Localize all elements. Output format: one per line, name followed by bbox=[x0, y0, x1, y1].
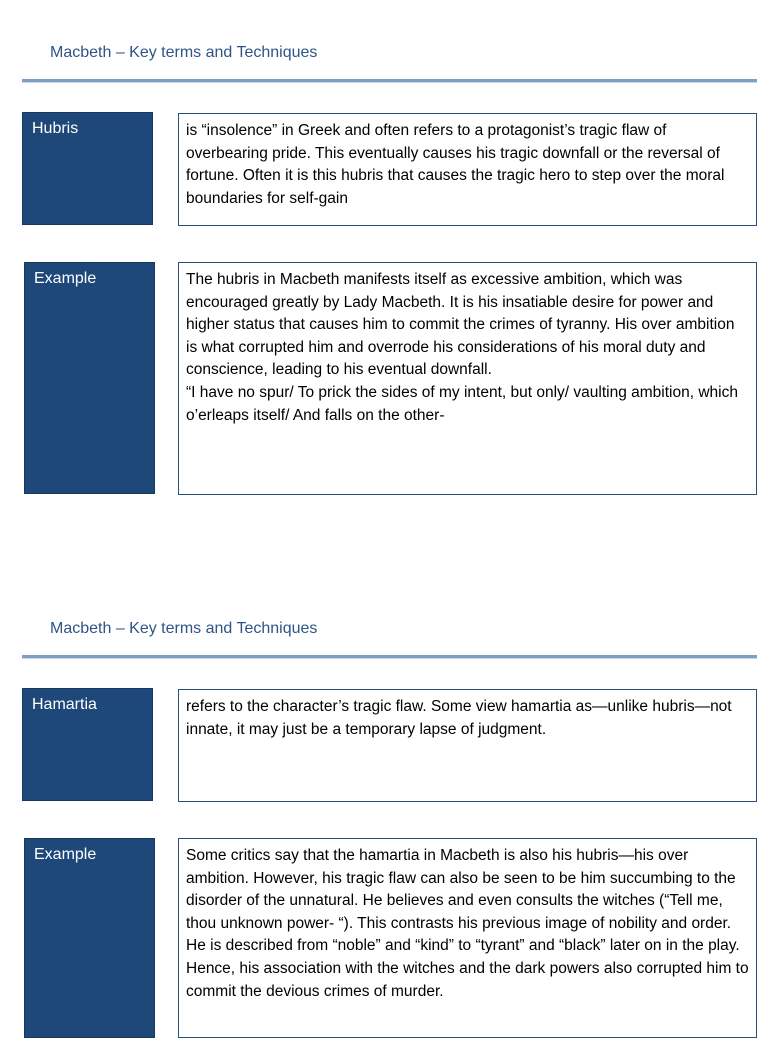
slide-title: Macbeth – Key terms and Techniques bbox=[50, 44, 318, 61]
title-divider bbox=[22, 655, 757, 659]
example-quote: “I have no spur/ To prick the sides of my intent, but only/ vaulting ambition, which o’erleaps itself/ And falls on the other- bbox=[186, 383, 738, 424]
example-text: The hubris in Macbeth manifests itself as excessive ambition, which was encouraged greatly by Lady Macbeth. It is his insatiable desire for power and higher status that causes him to commit the crimes of tyranny. His over ambition is what corrupted him and overrode his considerations of his moral duty and conscience, leading to his eventual downfall. bbox=[186, 271, 735, 379]
term-definition-text: is “insolence” in Greek and often refers to a protagonist’s tragic flaw of overbearing pride. This eventually causes his tragic downfall or the reversal of fortune. Often it is this hubris that causes the tragic hero to step over the moral boundaries for self-gain bbox=[186, 122, 725, 207]
example-label: Example bbox=[24, 262, 155, 494]
title-divider bbox=[22, 79, 757, 83]
term-label-hamartia: Hamartia bbox=[22, 688, 153, 801]
term-definition-box bbox=[178, 113, 757, 226]
example-label: Example bbox=[24, 838, 155, 1038]
term-definition-box bbox=[178, 689, 757, 802]
term-label-hubris: Hubris bbox=[22, 112, 153, 225]
example-box bbox=[178, 838, 757, 1038]
example-box bbox=[178, 262, 757, 495]
slide-title: Macbeth – Key terms and Techniques bbox=[50, 620, 318, 637]
term-definition-text: refers to the character’s tragic flaw. Some view hamartia as—unlike hubris—not innate, it may just be a temporary lapse of judgment. bbox=[186, 698, 732, 738]
example-text: Some critics say that the hamartia in Macbeth is also his hubris—his over ambition. However, his tragic flaw can also be seen to be him succumbing to the disorder of the unnatural. He believes and even consults the witches (“Tell me, thou unknown power- “). This contrasts his previous image of nobility and order. He is described from “noble” and “kind” to “tyrant” and “black” later on in the play. Hence, his association with the witches and the dark powers also corrupted him to commit the devious crimes of murder. bbox=[186, 847, 749, 1000]
